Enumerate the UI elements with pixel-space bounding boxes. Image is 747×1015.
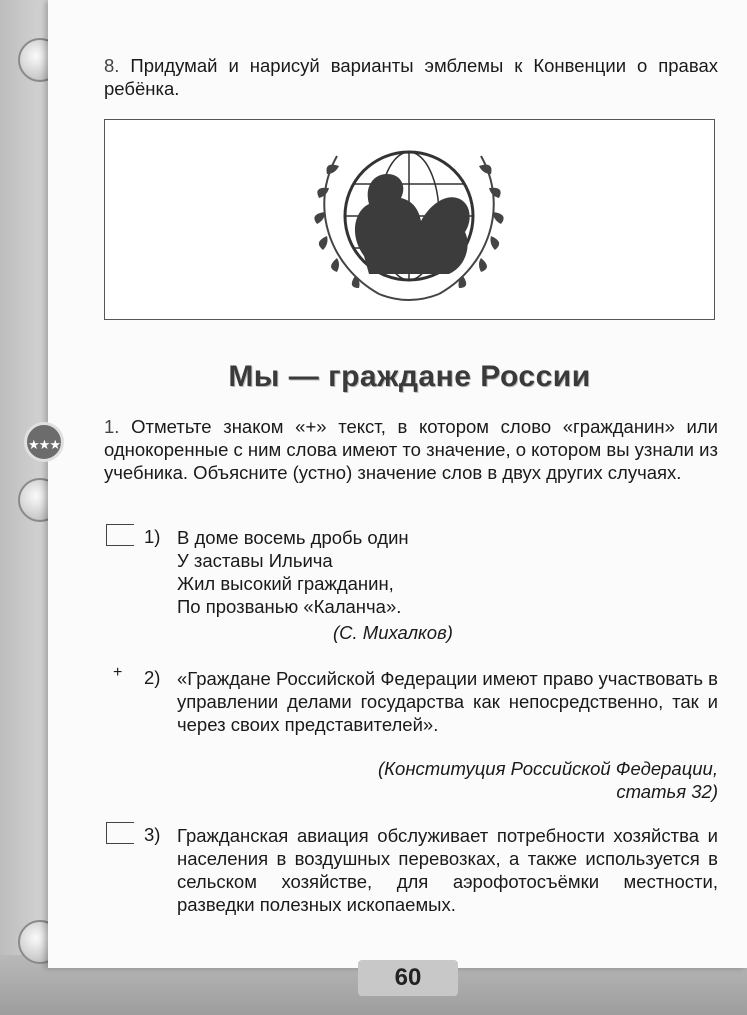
quote-source-line: статья 32) — [616, 781, 718, 802]
unicef-emblem-icon — [105, 120, 713, 318]
page-number: 60 — [358, 960, 458, 996]
task-8-text: Придумай и нарисуй варианты эмблемы к Конвенции о правах ребёнка. — [104, 55, 719, 99]
quote-source — [300, 757, 718, 803]
poem-text — [177, 526, 577, 618]
item-number: 2) — [144, 667, 161, 688]
poem-line: Жил высокий гражданин, — [177, 573, 394, 594]
answer-checkbox-1[interactable] — [106, 524, 134, 546]
stars-tab-icon: ★★★ — [24, 422, 64, 462]
constitution-quote: «Граждане Российской Федерации имеют право участвовать в управлении делами государства как непосредственно, так и через своих представителей». — [177, 668, 718, 735]
task-8-number: 8. — [104, 55, 120, 76]
task-1-text: Отметьте знаком «+» текст, в котором слово «гражданин» или однокоренные с ним слова имеют то значение, о котором вы узнали из учебника. Объясните (устно) значение слов в двух других случаях. — [104, 416, 718, 483]
poem-line: В доме восемь дробь один — [177, 527, 409, 548]
task-1-number: 1. — [104, 416, 120, 437]
task-1 — [104, 415, 718, 484]
answer-checkbox-3[interactable] — [106, 822, 134, 844]
poem-line: По прозванью «Каланча». — [177, 596, 402, 617]
aviation-text: Гражданская авиация обслуживает потребности хозяйства и населения в воздушных перевозках, а также используется в сельском хозяйстве, для аэрофотосъёмки местности, разведки полезных ископаемых. — [177, 825, 718, 915]
task-8 — [104, 54, 718, 100]
poem-author: (С. Михалков) — [333, 622, 453, 643]
item-number: 1) — [144, 526, 161, 547]
answer-mark-2[interactable]: + — [113, 664, 123, 681]
poem-line: У заставы Ильича — [177, 550, 333, 571]
quote-source-line: (Конституция Российской Федерации, — [377, 758, 718, 779]
emblem-drawing-area[interactable] — [104, 119, 715, 320]
item-number: 3) — [144, 824, 161, 845]
section-title: Мы — граждане России — [228, 360, 591, 393]
